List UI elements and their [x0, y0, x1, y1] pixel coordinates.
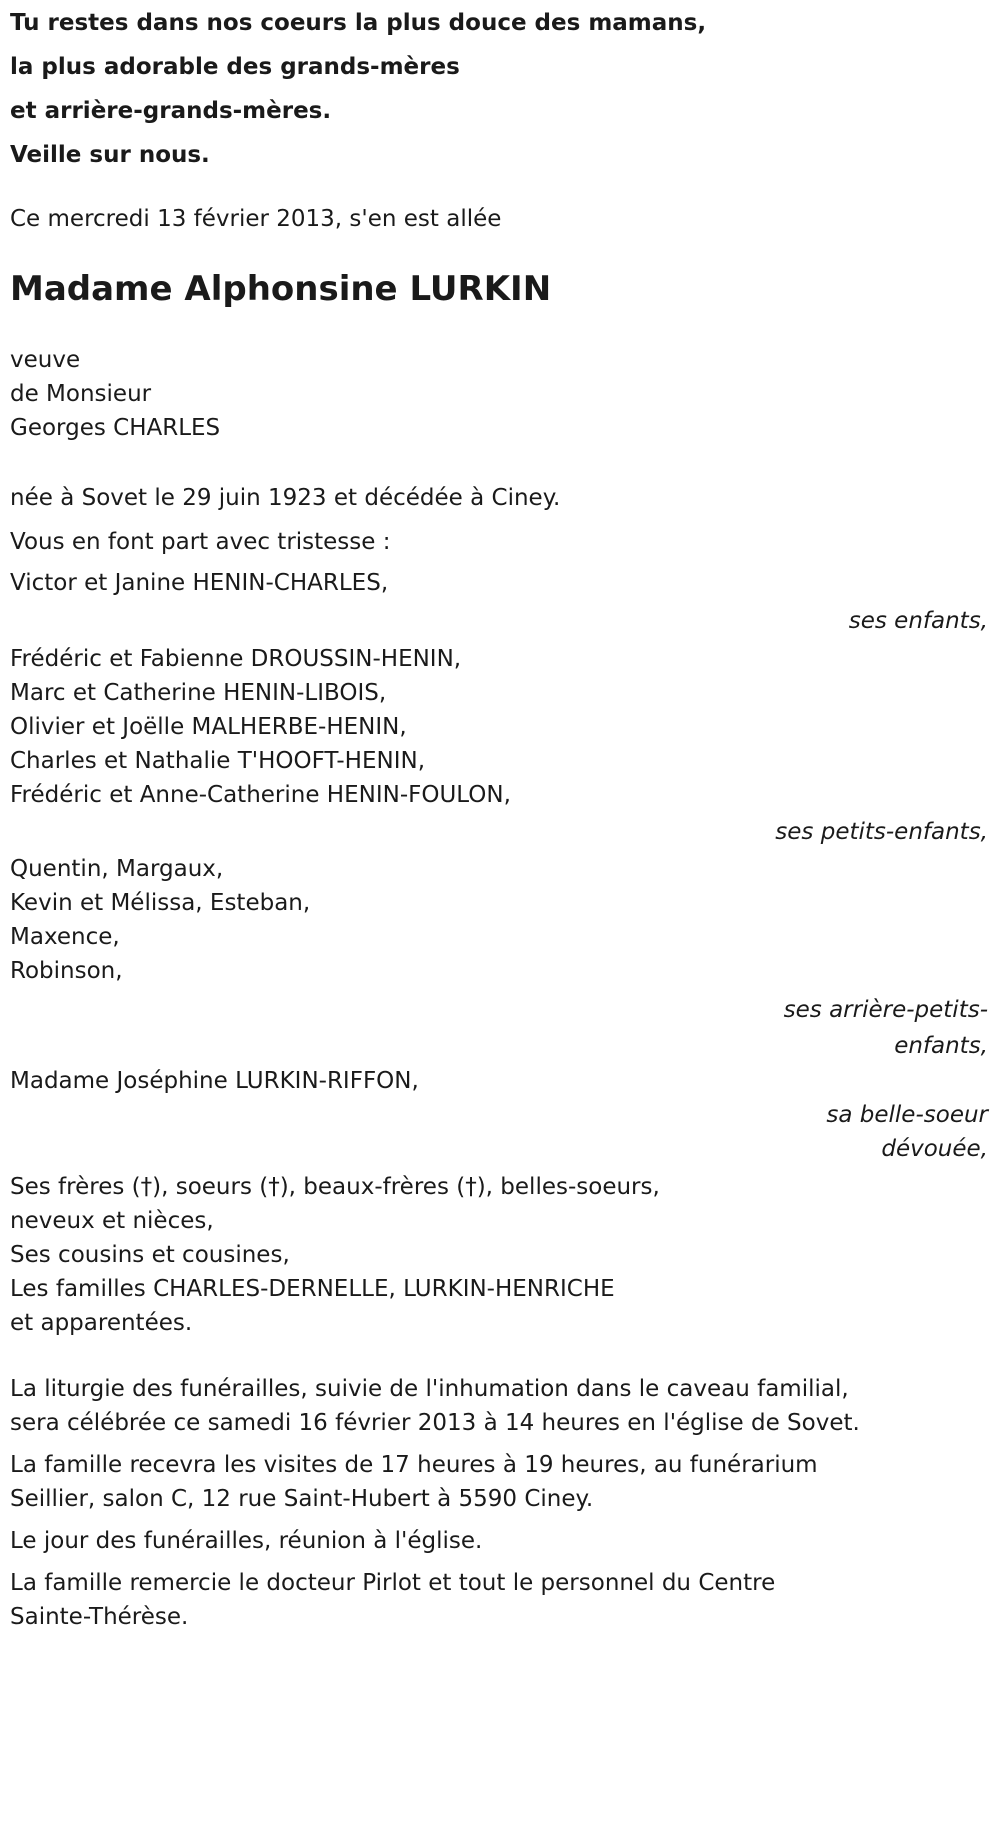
grandchild-line: Frédéric et Fabienne DROUSSIN-HENIN, — [10, 646, 462, 672]
visits-paragraph — [10, 1448, 1000, 1516]
children-line: Victor et Janine HENIN-CHARLES, — [10, 570, 389, 596]
liturgy-line: sera célébrée ce samedi 16 février 2013 à 14 heures en l'église de Sovet. — [10, 1410, 860, 1436]
poem-line: la plus adorable des grands-mères — [10, 54, 460, 80]
grandchildren-block — [10, 642, 1000, 812]
grandchildren-role: ses petits-enfants, — [775, 819, 988, 845]
sister-in-law-role-line: dévouée, — [881, 1136, 988, 1162]
sister-in-law-role-line: sa belle-soeur — [826, 1102, 988, 1128]
great-grandchild-line: Maxence, — [10, 924, 120, 950]
great-grandchild-line: Robinson, — [10, 958, 123, 984]
grandchild-line: Olivier et Joëlle MALHERBE-HENIN, — [10, 714, 407, 740]
great-grandchildren-role-line: ses arrière-petits- — [783, 997, 988, 1023]
visits-line: La famille recevra les visites de 17 heures à 19 heures, au funérarium — [10, 1452, 818, 1478]
thanks-line: La famille remercie le docteur Pirlot et tout le personnel du Centre — [10, 1570, 776, 1596]
sister-in-law-line: Madame Joséphine LURKIN-RIFFON, — [10, 1068, 419, 1094]
meeting-text: Le jour des funérailles, réunion à l'église. — [10, 1528, 483, 1554]
relatives-line: et apparentées. — [10, 1310, 193, 1336]
relatives-line: Ses cousins et cousines, — [10, 1242, 290, 1268]
relatives-line: neveux et nièces, — [10, 1208, 214, 1234]
announce-text: Vous en font part avec tristesse : — [10, 529, 391, 555]
great-grandchildren-role-line: enfants, — [894, 1033, 988, 1059]
relatives-line: Les familles CHARLES-DERNELLE, LURKIN-HENRICHE — [10, 1276, 615, 1302]
poem-line: Veille sur nous. — [10, 142, 210, 168]
great-grandchild-line: Kevin et Mélissa, Esteban, — [10, 890, 311, 916]
birth-text: née à Sovet le 29 juin 1923 et décédée à Ciney. — [10, 485, 561, 511]
widow-block — [10, 343, 1000, 445]
grandchild-line: Charles et Nathalie T'HOOFT-HENIN, — [10, 748, 425, 774]
widow-line: Georges CHARLES — [10, 415, 221, 441]
sister-in-law-role — [10, 1098, 1000, 1166]
widow-line: veuve — [10, 347, 81, 373]
intro-text: Ce mercredi 13 février 2013, s'en est allée — [10, 206, 502, 232]
great-grandchildren-role — [10, 992, 1000, 1064]
relatives-line: Ses frères (†), soeurs (†), beaux-frères (†), belles-soeurs, — [10, 1174, 660, 1200]
grandchild-line: Marc et Catherine HENIN-LIBOIS, — [10, 680, 387, 706]
widow-line: de Monsieur — [10, 381, 152, 407]
thanks-line: Sainte-Thérèse. — [10, 1604, 189, 1630]
relatives-block — [10, 1170, 1000, 1340]
children-role: ses enfants, — [848, 608, 988, 634]
great-grandchild-line: Quentin, Margaux, — [10, 856, 224, 882]
poem — [10, 0, 1000, 177]
liturgy-line: La liturgie des funérailles, suivie de l'inhumation dans le caveau familial, — [10, 1376, 849, 1402]
poem-line: et arrière-grands-mères. — [10, 98, 332, 124]
grandchild-line: Frédéric et Anne-Catherine HENIN-FOULON, — [10, 782, 511, 808]
great-grandchildren-block — [10, 852, 1000, 988]
liturgy-paragraph — [10, 1372, 1000, 1440]
visits-line: Seillier, salon C, 12 rue Saint-Hubert à 5590 Ciney. — [10, 1486, 594, 1512]
deceased-name: Madame Alphonsine LURKIN — [10, 269, 552, 309]
poem-line: Tu restes dans nos coeurs la plus douce des mamans, — [10, 10, 707, 36]
thanks-paragraph — [10, 1566, 1000, 1634]
